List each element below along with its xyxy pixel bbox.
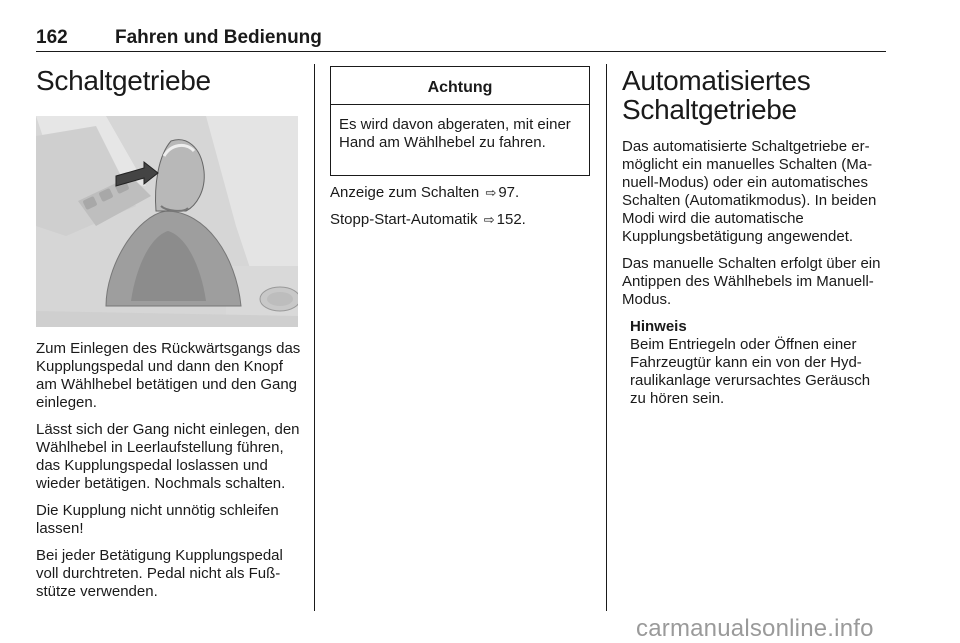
gear-shift-illustration [36,116,298,327]
paragraph: Bei jeder Betätigung Kupplungspedal voll durchtreten. Pedal nicht als Fußstütze verwenden. [36,547,283,600]
watermark: carmanualsonline.info [636,615,874,642]
paragraph: Die Kupplung nicht unnötig schleifen lassen! [36,502,279,537]
warning-box [330,66,590,176]
column-1-text [36,340,302,610]
section-title-schaltgetriebe: Schaltgetriebe [36,65,211,96]
page-arrow-icon: ⇨ [483,212,495,227]
warning-text: Es wird davon abgeraten, mit einer Hand am Wählhebel zu fahren. [339,116,571,151]
chapter-title: Fahren und Bedienung [115,27,322,48]
paragraph: Lässt sich der Gang nicht einlegen, den Wählhebel in Leerlaufstellung führen, das Kupplungspedal loslassen und wieder betätigen. Nochmals schalten. [36,421,300,492]
page-arrow-icon: ⇨ [485,185,497,200]
cross-reference-page[interactable]: 97. [498,184,520,201]
section-title-line-2: Schaltgetriebe [622,94,797,125]
page-number: 162 [36,27,68,48]
note-box [630,318,886,408]
paragraph: Das automatisierte Schaltgetriebe ermöglicht ein manuelles Schalten (Manuell-Modus) oder ein automatisches Schalten (Automatikmodus). In beiden Modi wird die automatische Kupplungsbetätigung angewendet. [622,138,877,245]
column-3-text [622,138,886,408]
paragraph: Das manuelle Schalten erfolgt über ein Antippen des Wählhebels im Manuell-Modus. [622,255,881,308]
warning-title: Achtung [331,67,589,105]
cross-reference[interactable] [330,184,592,202]
cross-reference-label: Anzeige zum Schalten [330,184,480,201]
section-title-automatisiertes-schaltgetriebe [622,66,810,124]
column-divider-2 [606,64,607,611]
cross-reference[interactable] [330,211,592,229]
cross-reference-page[interactable]: 152. [496,211,526,228]
section-title-line-1: Automatisiertes [622,65,811,96]
page-header [36,27,886,53]
paragraph: Zum Einlegen des Rückwärtsgangs das Kupplungspedal und dann den Knopf am Wählhebel betätigen und den Gang einlegen. [36,340,301,411]
cross-reference-label: Stopp-Start-Automatik [330,211,478,228]
note-title: Hinweis [630,318,687,335]
note-text: Beim Entriegeln oder Öffnen einer Fahrzeugtür kann ein von der Hydraulikanlage verursachtes Geräusch zu hören sein. [630,336,871,407]
column-2-text [330,184,592,238]
header-rule [36,51,886,52]
column-divider-1 [314,64,315,611]
